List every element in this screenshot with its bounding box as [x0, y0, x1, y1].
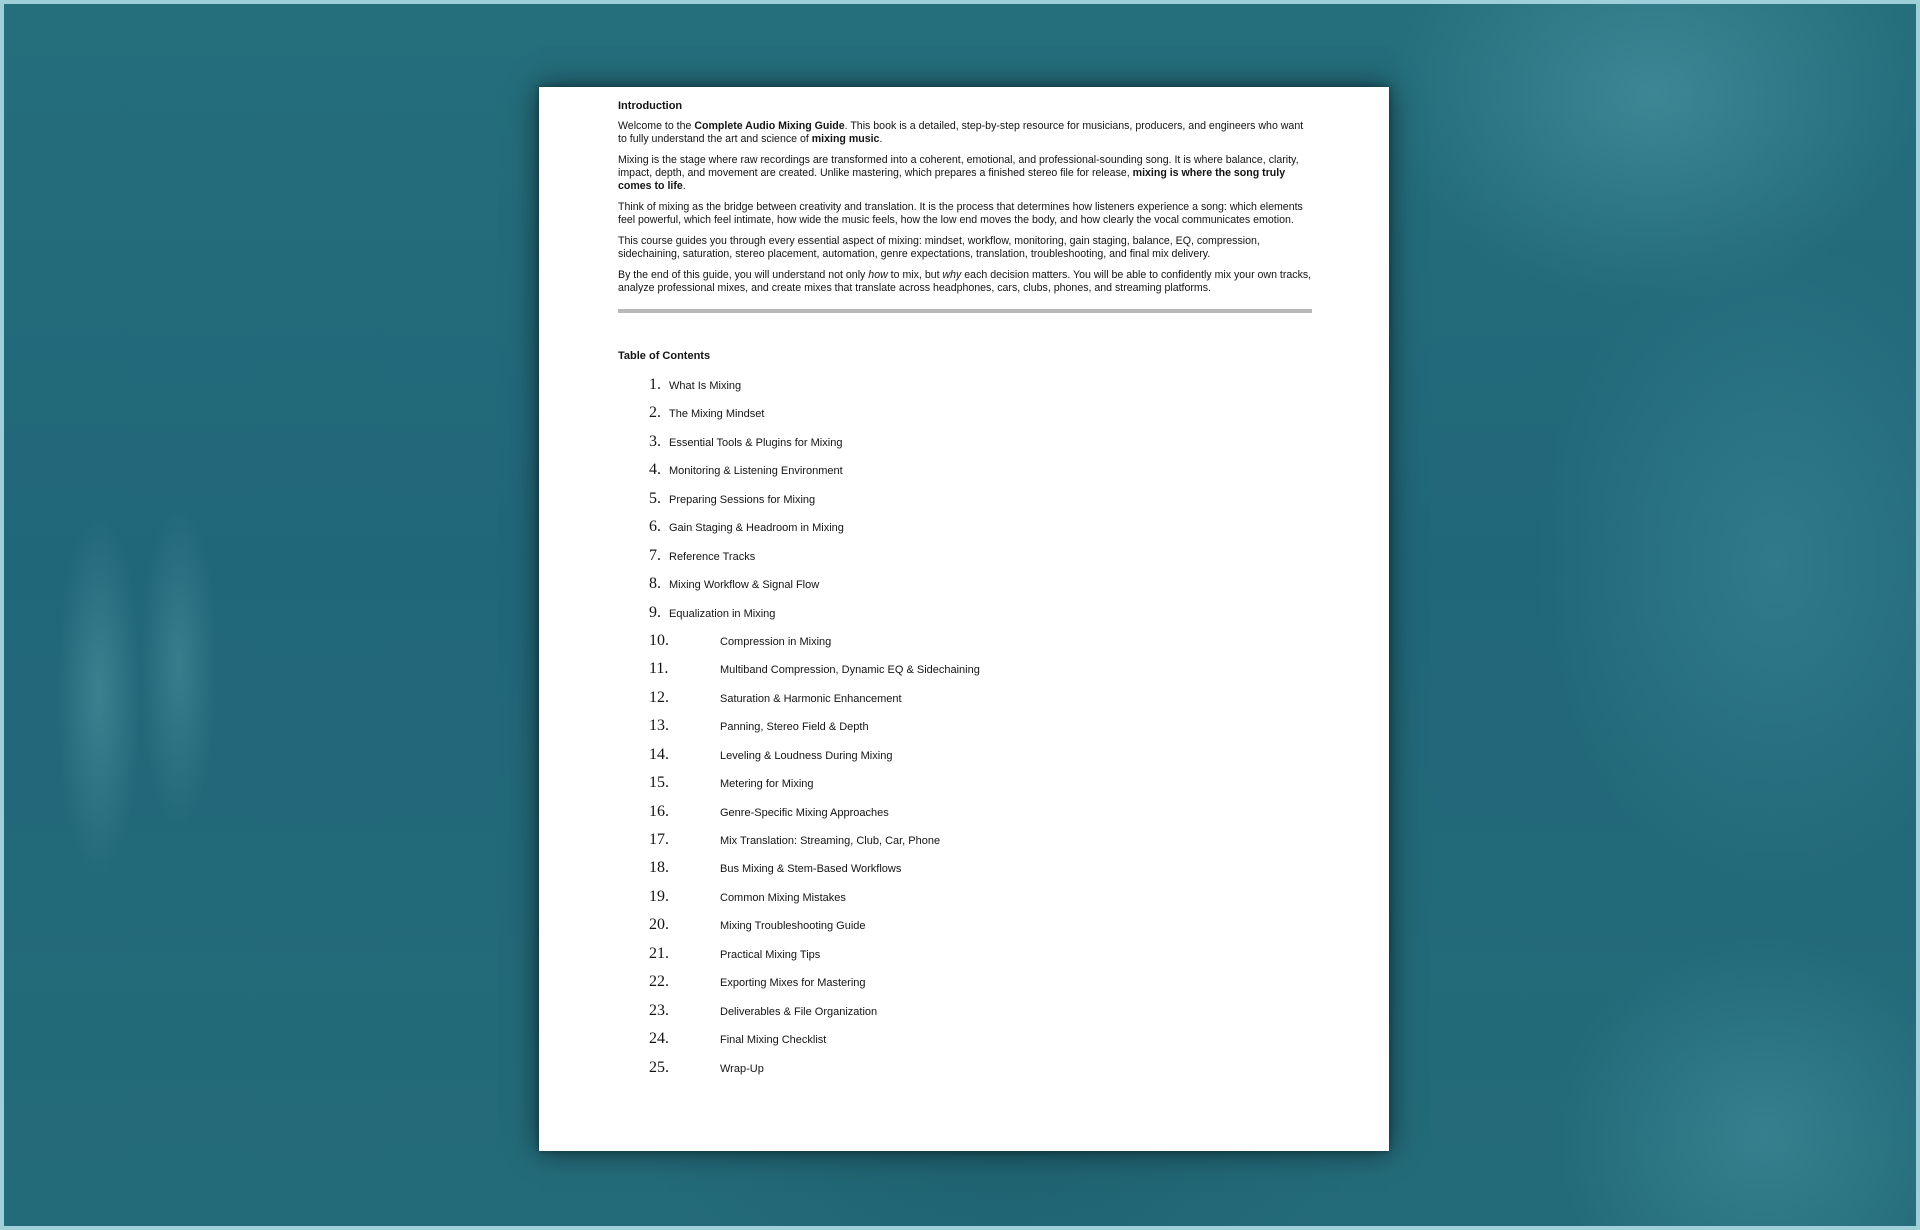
toc-item-label: Deliverables & File Organization — [720, 1005, 878, 1018]
toc-item — [618, 1029, 1312, 1057]
toc-item-label: Final Mixing Checklist — [720, 1034, 827, 1047]
toc-item-number: 13. — [649, 717, 669, 735]
toc-item-number: 25. — [649, 1058, 669, 1076]
toc-item-number: 3. — [649, 432, 661, 450]
p2-emphasis: mixing is where the song truly comes to life — [618, 167, 1286, 192]
p1-mixing-music: mixing music — [811, 133, 880, 145]
intro-paragraph-5 — [618, 269, 1312, 295]
p2-text-c: . — [682, 180, 686, 192]
toc-list — [618, 375, 1312, 1086]
toc-item-label: Bus Mixing & Stem-Based Workflows — [720, 863, 902, 876]
toc-item-number: 4. — [649, 461, 661, 479]
toc-item-number: 1. — [649, 376, 661, 393]
p2-text-a: Mixing is the stage where raw recordings are transformed into a coherent, emotional, and professional-sounding song. It is where balance, clarity, impact, depth, and movement are created. Unlike mastering, which prepares a finished stereo file for release, — [618, 154, 1299, 179]
toc-item — [618, 375, 1312, 403]
toc-heading: Table of Contents — [618, 350, 711, 362]
toc-item-label: Common Mixing Mistakes — [720, 891, 846, 904]
p1-guide-title: Complete Audio Mixing Guide — [694, 120, 845, 132]
toc-item-number: 18. — [649, 859, 669, 877]
toc-item-label: Equalization in Mixing — [669, 607, 776, 620]
toc-item-label: Monitoring & Listening Environment — [669, 465, 843, 478]
intro-paragraph-1 — [618, 120, 1312, 146]
toc-item — [618, 944, 1312, 972]
p1-text-e: . — [879, 133, 883, 145]
toc-item-label: Saturation & Harmonic Enhancement — [720, 692, 902, 705]
toc-item — [618, 830, 1312, 858]
toc-item-number: 17. — [649, 831, 669, 848]
toc-item-label: Panning, Stereo Field & Depth — [720, 721, 869, 734]
toc-item-label: Mixing Troubleshooting Guide — [720, 920, 866, 933]
intro-paragraph-2 — [618, 154, 1312, 193]
toc-item — [618, 1058, 1312, 1086]
toc-item — [618, 858, 1312, 886]
toc-item-number: 14. — [649, 745, 669, 763]
toc-item-number: 22. — [649, 973, 669, 991]
toc-item-label: Genre-Specific Mixing Approaches — [720, 806, 889, 819]
intro-paragraph-3: Think of mixing as the bridge between creativity and translation. It is the process that determines how listeners experience a song: which elements feel powerful, which feel intimate, how wide the music feels, how the low end moves the body, and how clearly the vocal communicates emotion. — [618, 201, 1303, 226]
p5-text-a: By the end of this guide, you will understand not only — [618, 269, 869, 281]
toc-item-label: Preparing Sessions for Mixing — [669, 493, 816, 506]
toc-item — [618, 659, 1312, 687]
toc-item-label: Practical Mixing Tips — [720, 948, 821, 961]
toc-item — [618, 1001, 1312, 1029]
toc-item — [618, 432, 1312, 460]
introduction-heading: Introduction — [618, 100, 683, 112]
toc-item-label: Gain Staging & Headroom in Mixing — [669, 522, 844, 535]
toc-item — [618, 403, 1312, 431]
toc-item-label: Compression in Mixing — [720, 635, 832, 648]
toc-item-label: Exporting Mixes for Mastering — [720, 977, 866, 990]
p1-text-c: . This book is a detailed, step-by-step resource for musicians, producers, and engineers who want to fully understand the art and science of — [618, 120, 1304, 145]
toc-item-number: 23. — [649, 1001, 669, 1019]
toc-item-number: 5. — [649, 489, 661, 507]
section-divider — [618, 309, 1312, 313]
toc-item-label: Essential Tools & Plugins for Mixing — [669, 436, 843, 449]
page-content — [618, 99, 1312, 1086]
toc-item-number: 19. — [649, 887, 669, 905]
toc-item-label: Leveling & Loudness During Mixing — [720, 749, 893, 762]
toc-item-number: 2. — [649, 404, 661, 422]
toc-item-number: 20. — [649, 916, 669, 934]
toc-item — [618, 887, 1312, 915]
toc-item-label: Wrap-Up — [720, 1062, 764, 1075]
toc-item — [618, 745, 1312, 773]
toc-item — [618, 631, 1312, 659]
p5-text-c: to mix, but — [887, 269, 943, 281]
toc-item — [618, 460, 1312, 488]
toc-item — [618, 517, 1312, 545]
toc-item-number: 8. — [649, 575, 661, 593]
toc-item — [618, 574, 1312, 602]
toc-item — [618, 603, 1312, 631]
toc-item — [618, 972, 1312, 1000]
toc-item-number: 24. — [649, 1030, 669, 1048]
toc-item-number: 12. — [649, 688, 669, 706]
toc-item — [618, 915, 1312, 943]
toc-item-number: 21. — [649, 944, 669, 962]
intro-paragraph-4: This course guides you through every essential aspect of mixing: mindset, workflow, monitoring, gain staging, balance, EQ, compression, sidechaining, saturation, stereo placement, automation, genre expectations, translation, troubleshooting, and final mix delivery. — [618, 235, 1260, 260]
p5-why: why — [942, 269, 962, 281]
toc-item-number: 6. — [649, 518, 661, 536]
toc-item-label: What Is Mixing — [669, 380, 742, 392]
toc-item — [618, 716, 1312, 744]
toc-item-label: Multiband Compression, Dynamic EQ & Sidechaining — [720, 664, 980, 677]
toc-item-label: Mixing Workflow & Signal Flow — [669, 579, 820, 592]
toc-item-label: Reference Tracks — [669, 550, 756, 563]
toc-item-number: 16. — [649, 802, 669, 820]
toc-item-number: 11. — [649, 660, 669, 678]
toc-item — [618, 802, 1312, 830]
toc-item — [618, 773, 1312, 801]
toc-item-label: Metering for Mixing — [720, 778, 814, 791]
p5-text-e: each decision matters. You will be able to confidently mix your own tracks, analyze professional mixes, and create mixes that translate across headphones, cars, clubs, phones, and streaming platforms. — [618, 269, 1312, 294]
toc-item — [618, 688, 1312, 716]
toc-item — [618, 546, 1312, 574]
p5-how: how — [868, 269, 888, 281]
toc-item-label: Mix Translation: Streaming, Club, Car, Phone — [720, 835, 941, 847]
toc-item-number: 10. — [649, 631, 669, 649]
toc-item — [618, 489, 1312, 517]
toc-item-number: 9. — [649, 603, 661, 621]
document-page — [539, 87, 1389, 1151]
toc-item-number: 7. — [649, 546, 661, 564]
p1-text-a: Welcome to the — [618, 120, 695, 132]
toc-item-label: The Mixing Mindset — [669, 408, 765, 421]
toc-item-number: 15. — [649, 774, 669, 792]
